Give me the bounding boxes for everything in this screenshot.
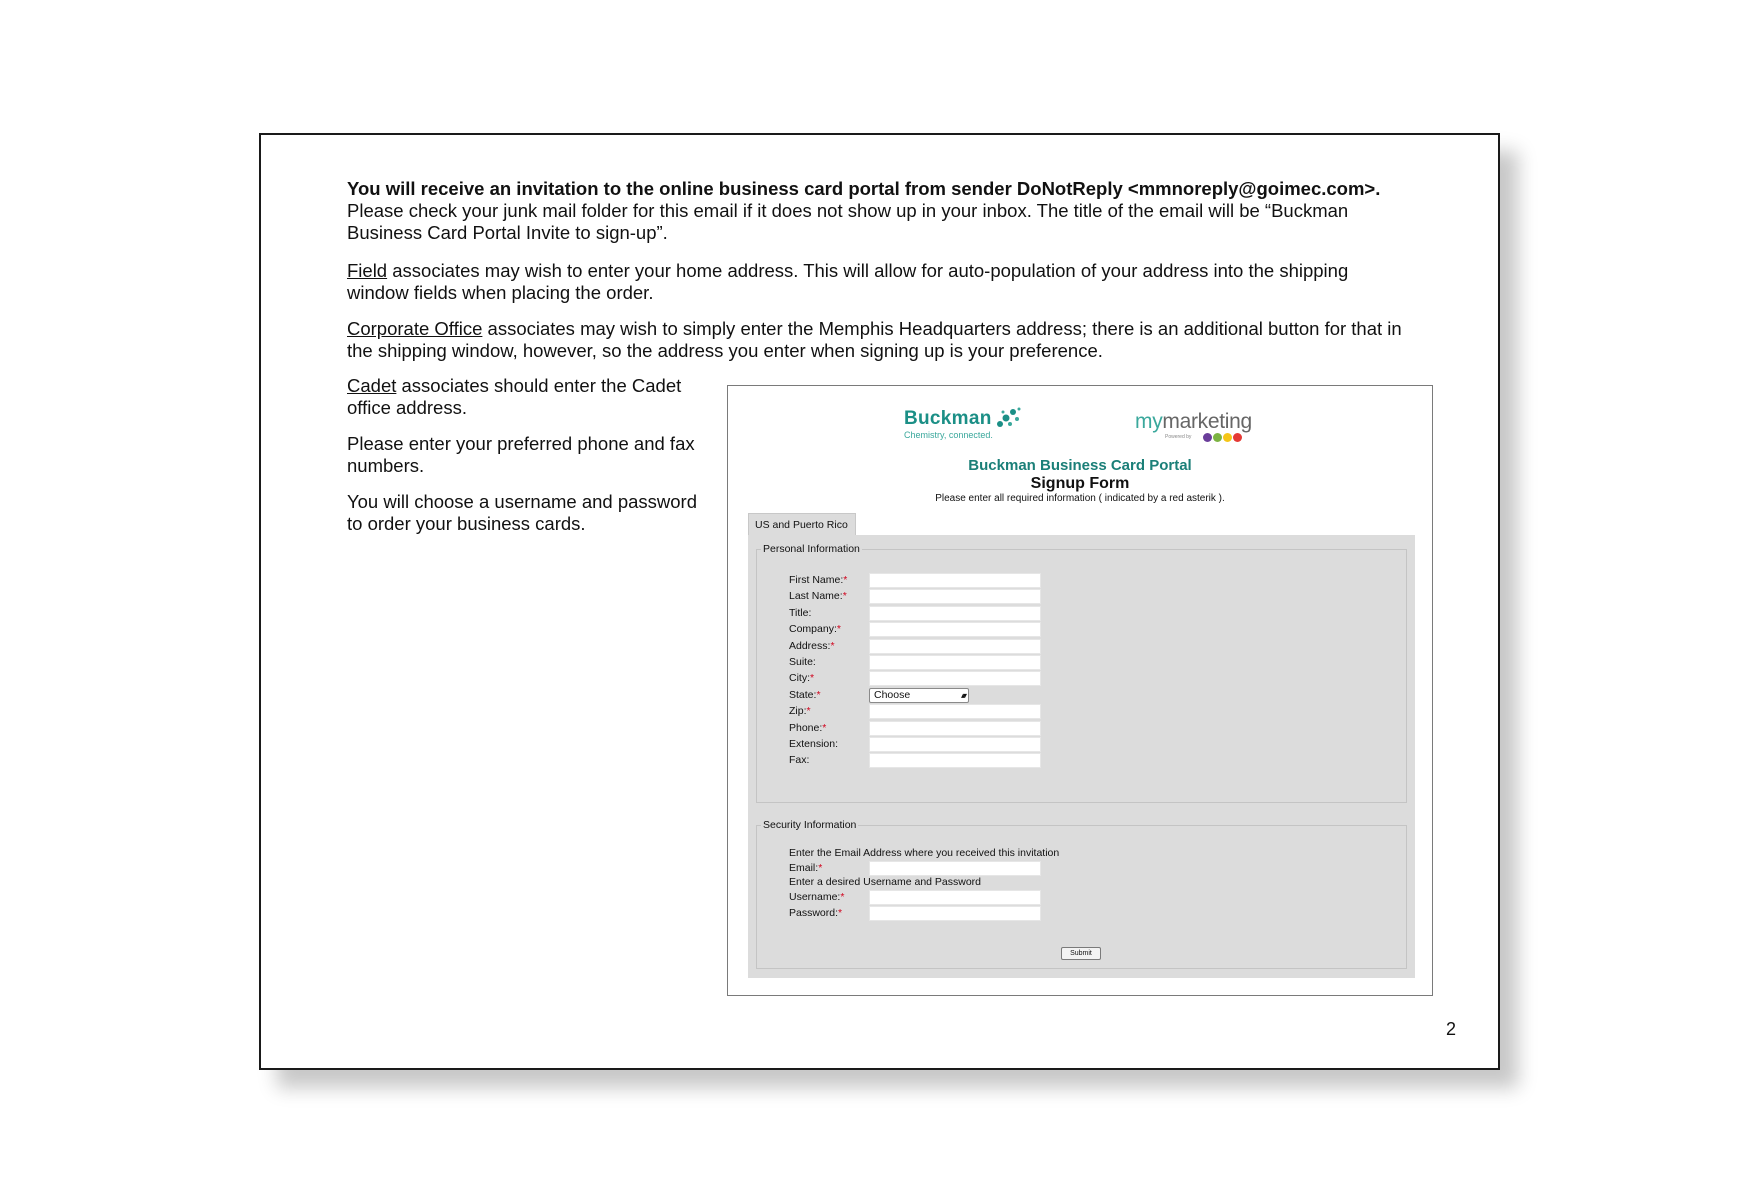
- phone-field[interactable]: [869, 721, 1041, 736]
- submit-button[interactable]: Submit: [1061, 947, 1101, 960]
- fax-label: Fax:: [789, 754, 810, 767]
- password-field[interactable]: [869, 906, 1041, 921]
- username-password-note: Enter a desired Username and Password: [789, 876, 982, 888]
- corporate-term: Corporate Office: [347, 318, 483, 339]
- security-information-group: [756, 819, 1407, 969]
- select-arrows-icon: ▴▾: [960, 690, 965, 700]
- fax-field[interactable]: [869, 753, 1041, 768]
- field-text: associates may wish to enter your home address. This will allow for auto-population of your address into the shipping window fields when placing the order.: [347, 260, 1349, 303]
- personal-information-group: [756, 543, 1407, 803]
- company-label: Company:*: [789, 623, 841, 636]
- intro-paragraph: [347, 178, 1407, 244]
- personal-information-legend: Personal Information: [763, 543, 860, 555]
- molecule-icon: [992, 406, 1022, 432]
- first-name-field[interactable]: [869, 573, 1041, 588]
- corporate-text: associates may wish to simply enter the Memphis Headquarters address; there is an additional button for that in the shipping window, however, so the address you enter when signing up is your preference.: [347, 318, 1402, 361]
- last-name-label: Last Name:*: [789, 590, 847, 603]
- city-label: City:*: [789, 672, 815, 685]
- username-label: Username:*: [789, 891, 845, 903]
- extension-label: Extension:: [789, 738, 839, 750]
- cadet-term: Cadet: [347, 375, 397, 396]
- address-label: Address:*: [789, 639, 835, 652]
- page-number: 2: [1445, 1019, 1456, 1039]
- corporate-paragraph: [347, 318, 1407, 362]
- form-instructions: Please enter all required information ( indicated by a red asterik ).: [935, 493, 1225, 504]
- username-paragraph: You will choose a username and password to order your business cards.: [347, 491, 698, 534]
- email-note: Enter the Email Address where you received this invitation: [789, 847, 1060, 859]
- tab-us-puerto-rico[interactable]: US and Puerto Rico: [748, 513, 856, 536]
- cadet-text: associates should enter the Cadet office address.: [347, 375, 682, 418]
- field-term: Field: [347, 260, 388, 281]
- company-field[interactable]: [869, 622, 1041, 637]
- buckman-logo: [904, 408, 1034, 448]
- zip-field[interactable]: [869, 704, 1041, 719]
- colored-dots-icon: [1203, 429, 1243, 447]
- first-name-label: First Name:*: [789, 574, 848, 586]
- form-title: Signup Form: [1030, 475, 1130, 492]
- title-field[interactable]: [869, 606, 1041, 621]
- suite-label: Suite:: [789, 656, 816, 668]
- email-field[interactable]: [869, 861, 1041, 876]
- state-select[interactable]: Choose ▴▾: [869, 688, 969, 703]
- suite-field[interactable]: [869, 655, 1041, 670]
- state-label: State:*: [789, 688, 821, 701]
- intro-rest: Please check your junk mail folder for this email if it does not show up in your inbox. The title of the email will be “Buckman Business Card Portal Invite to sign-up”.: [347, 200, 1349, 243]
- field-paragraph: [347, 260, 1407, 304]
- username-field[interactable]: [869, 890, 1041, 905]
- phone-paragraph: Please enter your preferred phone and fax numbers.: [347, 433, 695, 476]
- mymarketing-logo-word: mymarketing: [1135, 410, 1252, 433]
- last-name-field[interactable]: [869, 589, 1041, 604]
- security-information-legend: Security Information: [763, 819, 857, 831]
- mymarketing-logo: [1135, 410, 1265, 450]
- document-page: [259, 133, 1500, 1070]
- signup-form-screenshot: [727, 385, 1433, 996]
- mymarketing-powered-by: Powered by: [1165, 434, 1192, 440]
- form-panel: [748, 535, 1415, 978]
- buckman-tagline: Chemistry, connected.: [904, 430, 993, 440]
- intro-bold-sentence: You will receive an invitation to the online business card portal from sender DoNotReply <mmnoreply@goimec.com>.: [347, 178, 1381, 199]
- buckman-logo-word: Buckman: [904, 408, 992, 429]
- password-label: Password:*: [789, 907, 843, 919]
- cadet-paragraph: [347, 375, 707, 419]
- portal-title: Buckman Business Card Portal: [968, 457, 1192, 474]
- email-label: Email:*: [789, 862, 823, 874]
- extension-field[interactable]: [869, 737, 1041, 752]
- zip-label: Zip:*: [789, 705, 811, 718]
- title-label: Title:: [789, 606, 812, 619]
- phone-label: Phone:*: [789, 721, 827, 734]
- address-field[interactable]: [869, 639, 1041, 654]
- city-field[interactable]: [869, 671, 1041, 686]
